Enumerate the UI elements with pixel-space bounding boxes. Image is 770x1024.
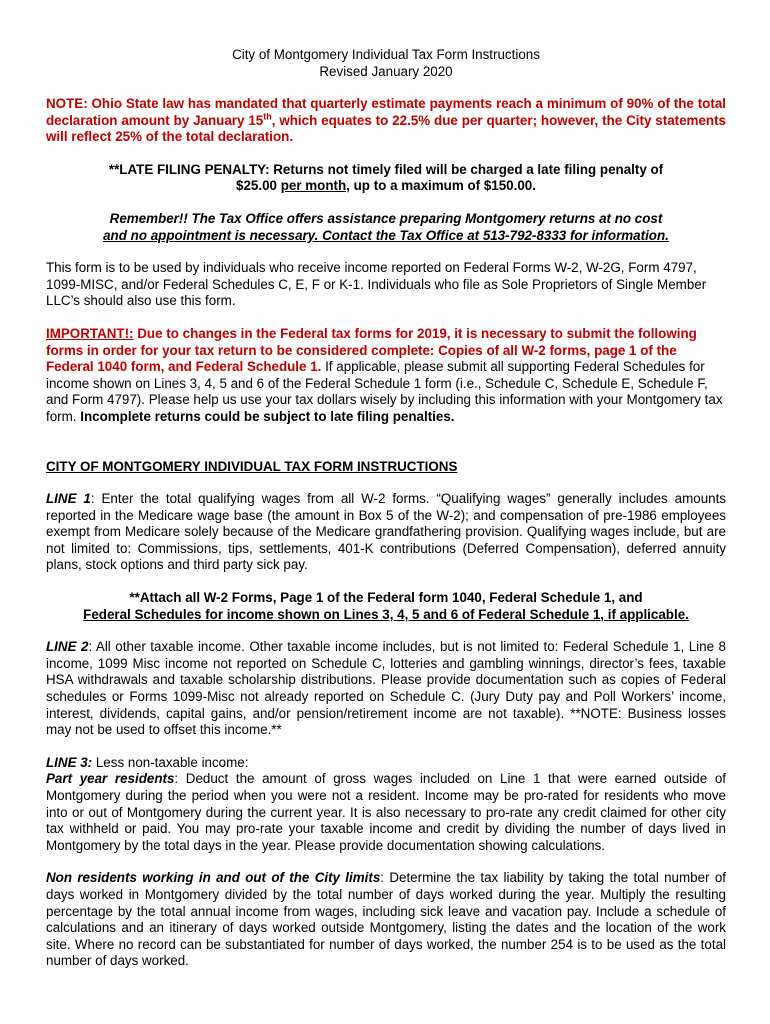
note-text-a: NOTE: Ohio State law has mandated that quarterly estimate payments reach a minimum of 90% of the total declaration amount by January 15	[46, 96, 726, 128]
ohio-note	[46, 96, 726, 146]
penalty-per-month: per month,	[280, 178, 350, 194]
important-paragraph	[46, 326, 726, 426]
non-residents-paragraph	[46, 870, 726, 970]
line2-paragraph	[46, 639, 726, 739]
important-label: IMPORTANT!:	[46, 325, 134, 341]
penalty-amount: $25.00	[236, 178, 281, 194]
penalty-max: up to a maximum of $150.00.	[349, 178, 536, 194]
document-page	[46, 47, 726, 970]
attach-line-1: **Attach all W-2 Forms, Page 1 of the Federal form 1040, Federal Schedule 1, and	[129, 590, 643, 606]
remember-line-2: and no appointment is necessary. Contact the Tax Office at 513-792-8333 for information.	[103, 227, 669, 243]
important-normal-text: If applicable, please submit all supporting Federal Schedules for income shown on Lines 3, 4, 5 and 6 of the Federal Schedule 1 form (i.e., Schedule C, Schedule E, Schedule F, and Form 4797). Please help us use your tax dollars wisely by including this information with your Montgomery tax form.	[46, 359, 723, 424]
line1-text: : Enter the total qualifying wages from all W-2 forms. “Qualifying wages” generally includes amounts reported in the Medicare wage base (the amount in Box 5 of the W-2); and compensation of pre-1986 employees exempt from Medicare solely because of the Medicare grandfathering provision. Qualifying wages include, but are not limited to: Commissions, tips, settlements, 401-K contributions (Deferred Compensation), deferred annuity plans, stock options and third party sick pay.	[46, 491, 727, 573]
document-title: City of Montgomery Individual Tax Form Instructions	[232, 47, 540, 62]
line3-heading	[46, 755, 726, 772]
line3-text: Less non-taxable income:	[92, 754, 249, 770]
part-year-paragraph	[46, 771, 726, 854]
important-red-text: Due to changes in the Federal tax forms for 2019, it is necessary to submit the following forms in order for your tax return to be considered complete: Copies of all W-2 forms, page 1 of the Federal 1040 form, and Federal Schedule 1.	[46, 325, 697, 375]
line2-text: : All other taxable income. Other taxable income includes, but is not limited to: Federal Schedule 1, Line 8 income, 1099 Misc income not reported on Schedule C, lotteries and gambling winnings, director’s fees, taxable HSA withdrawals and taxable scholarship distributions. Please provide documentation such as copies of Federal schedules or Forms 1099-Misc not already reported on Schedule C. (Jury Duty pay and Poll Workers’ income, interest, dividends, capital gains, and/or pension/retirement income are not taxable). **NOTE: Business losses may not be used to offset this income.**	[46, 639, 726, 738]
revision-date: Revised January 2020	[319, 63, 453, 79]
non-residents-label: Non residents working in and out of the City limits	[46, 870, 381, 886]
attach-line-2: Federal Schedules for income shown on Lines 3, 4, 5 and 6 of Federal Schedule 1, if applicable.	[83, 606, 689, 622]
line2-label: LINE 2	[46, 639, 89, 655]
section-heading: CITY OF MONTGOMERY INDIVIDUAL TAX FORM INSTRUCTIONS	[46, 458, 458, 474]
line3-label: LINE 3:	[46, 754, 93, 770]
intro-paragraph: This form is to be used by individuals who receive income reported on Federal Forms W-2, W-2G, Form 4797, 1099-MISC, and/or Federal Schedules C, E, F or K-1. Individuals who file as Sole Proprietors of Single Member LLC’s should also use this form.	[46, 260, 707, 309]
attach-notice	[46, 590, 726, 623]
note-superscript: th	[263, 111, 272, 122]
late-filing-penalty	[46, 162, 726, 195]
note-text-b: , which equates to 22.5% due per quarter; however, the City statements will reflect 25% of the total declaration.	[46, 112, 726, 145]
remember-line-1: Remember!! The Tax Office offers assistance preparing Montgomery returns at no cost	[109, 210, 663, 226]
line3-block	[46, 755, 726, 855]
important-bold-text: Incomplete returns could be subject to late filing penalties.	[80, 408, 455, 424]
line1-label: LINE 1	[46, 491, 91, 507]
penalty-line-2	[46, 178, 726, 195]
part-year-text: : Deduct the amount of gross wages included on Line 1 that were earned outside of Montgomery during the period when you were not a resident. Income may be pro-rated for residents who move into or out of Montgomery during the current year. It is also necessary to pro-rate any credit claimed for other city tax withheld or paid. You may pro-rate your taxable income and credit by dividing the number of days lived in Montgomery by the total days in the year. Please provide documentation showing calculations.	[46, 771, 726, 853]
non-residents-text: : Determine the tax liability by taking the total number of days worked in Montgomery divided by the total number of days worked during the year. Multiply the resulting percentage by the total annual income from wages, including sick leave and vacation pay. Include a schedule of calculations and an itinerary of days worked outside Montgomery, listing the dates and the location of the work site. Where no record can be substantiated for number of days worked, the number 254 is to be used as the total number of days worked.	[46, 870, 727, 969]
document-header	[46, 47, 726, 80]
remember-notice	[46, 211, 726, 244]
part-year-label: Part year residents	[46, 771, 175, 787]
line1-paragraph	[46, 491, 726, 574]
penalty-line-1: **LATE FILING PENALTY: Returns not timely filed will be charged a late filing penalty of	[108, 161, 664, 177]
